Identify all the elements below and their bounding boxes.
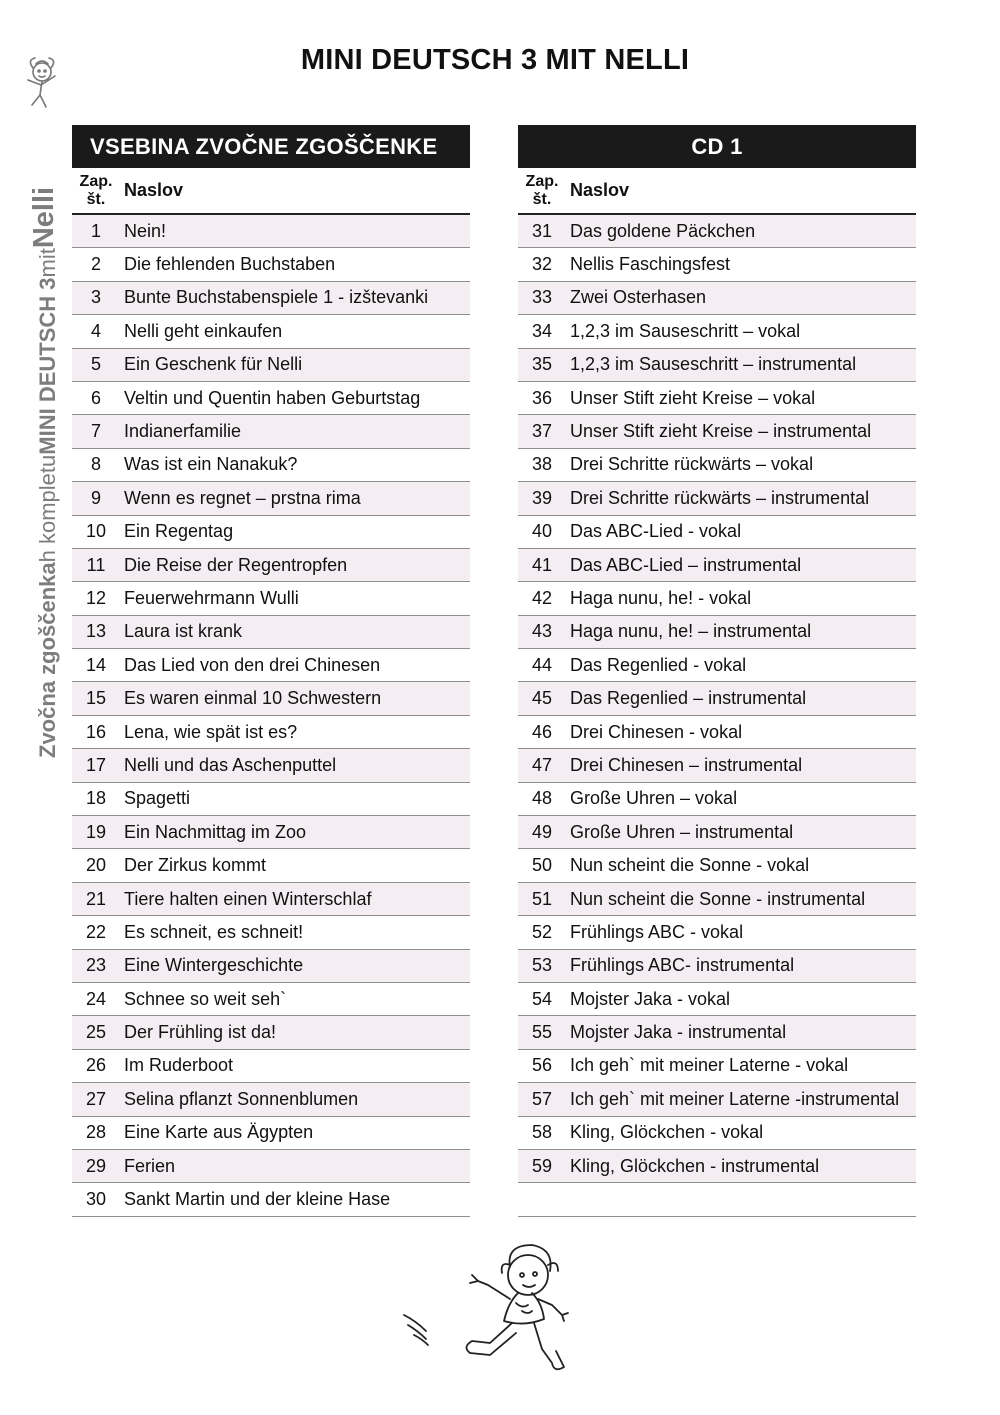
table-row xyxy=(72,682,470,715)
track-number-header-line2: št. xyxy=(86,190,106,208)
table-row xyxy=(72,449,470,482)
table-row xyxy=(72,215,470,248)
track-title: Das Regenlied – instrumental xyxy=(570,688,807,709)
track-number: 2 xyxy=(90,254,101,275)
table-row xyxy=(518,582,916,615)
table-row xyxy=(518,248,916,281)
table-row xyxy=(518,983,916,1016)
track-title: Das ABC-Lied - vokal xyxy=(570,521,742,542)
track-number: 53 xyxy=(531,955,553,976)
track-title: Mojster Jaka - instrumental xyxy=(570,1022,787,1043)
track-title: Ein Nachmittag im Zoo xyxy=(124,821,307,842)
track-title: Es schneit, es schneit! xyxy=(124,921,304,942)
track-title: Im Ruderboot xyxy=(124,1055,234,1076)
left-table-header: VSEBINA ZVOČNE ZGOŠČENKE xyxy=(72,125,470,168)
table-row xyxy=(72,983,470,1016)
track-number: 22 xyxy=(85,921,107,942)
track-number: 40 xyxy=(531,521,553,542)
track-number: 18 xyxy=(85,788,107,809)
track-number: 15 xyxy=(85,688,107,709)
track-number: 16 xyxy=(85,721,107,742)
track-number: 48 xyxy=(531,788,553,809)
track-title: Haga nunu, he! – instrumental xyxy=(570,621,812,642)
track-title: Die Reise der Regentropfen xyxy=(124,554,348,575)
track-title: Nun scheint die Sonne - vokal xyxy=(570,855,810,876)
track-number: 13 xyxy=(85,621,107,642)
track-title: Drei Schritte rückwärts – instrumental xyxy=(570,487,870,508)
side-text-part5: Nelli xyxy=(28,186,60,249)
track-title: Kling, Glöckchen - vokal xyxy=(570,1122,764,1143)
track-title: Unser Stift zieht Kreise – instrumental xyxy=(570,421,872,442)
track-number: 26 xyxy=(85,1055,107,1076)
track-number: 54 xyxy=(531,988,553,1009)
track-number-header-line1: Zap. xyxy=(525,172,559,190)
side-text-part3: MINI DEUTSCH 3 xyxy=(35,277,60,455)
table-row xyxy=(518,282,916,315)
left-table-column-headers xyxy=(72,168,470,215)
track-number: 20 xyxy=(85,855,107,876)
track-title: Ich geh` mit meiner Laterne -instrumental xyxy=(570,1088,900,1109)
track-title: Drei Schritte rückwärts – vokal xyxy=(570,454,814,475)
track-number: 57 xyxy=(531,1088,553,1109)
track-title: Wenn es regnet – prstna rima xyxy=(124,487,361,508)
track-number: 29 xyxy=(85,1155,107,1176)
track-number: 8 xyxy=(90,454,101,475)
track-number: 51 xyxy=(531,888,553,909)
table-row xyxy=(518,649,916,682)
track-number: 3 xyxy=(90,287,101,308)
track-title: Kling, Glöckchen - instrumental xyxy=(570,1155,820,1176)
track-title: Der Zirkus kommt xyxy=(124,855,267,876)
track-number: 37 xyxy=(531,421,553,442)
side-text-part2: h kompletu xyxy=(35,454,60,563)
track-title: Was ist ein Nanakuk? xyxy=(124,454,298,475)
track-title: Mojster Jaka - vokal xyxy=(570,988,731,1009)
table-row xyxy=(72,783,470,816)
track-title: Nun scheint die Sonne - instrumental xyxy=(570,888,866,909)
table-row xyxy=(72,315,470,348)
side-text-part4: mit xyxy=(35,248,60,278)
right-table-column-headers xyxy=(518,168,916,215)
table-row xyxy=(72,516,470,549)
table-row xyxy=(518,1050,916,1083)
table-row xyxy=(518,716,916,749)
table-row xyxy=(518,482,916,515)
track-title: Der Frühling ist da! xyxy=(124,1022,277,1043)
table-row xyxy=(72,649,470,682)
track-title: Eine Karte aus Ägypten xyxy=(124,1122,314,1143)
table-row xyxy=(72,916,470,949)
track-number: 5 xyxy=(90,354,101,375)
track-title: Unser Stift zieht Kreise – vokal xyxy=(570,387,816,408)
track-number: 34 xyxy=(531,320,553,341)
track-number: 23 xyxy=(85,955,107,976)
table-row xyxy=(72,248,470,281)
table-row xyxy=(518,950,916,983)
track-title: Selina pflanzt Sonnenblumen xyxy=(124,1088,359,1109)
track-number: 52 xyxy=(531,921,553,942)
track-title: Laura ist krank xyxy=(124,621,243,642)
track-title: Große Uhren – instrumental xyxy=(570,821,794,842)
track-title: Nelli und das Aschenputtel xyxy=(124,754,337,775)
track-title: Veltin und Quentin haben Geburtstag xyxy=(124,387,421,408)
track-number: 21 xyxy=(85,888,107,909)
track-title: Indianerfamilie xyxy=(124,421,242,442)
track-number: 41 xyxy=(531,554,553,575)
table-row xyxy=(518,883,916,916)
title-header: Naslov xyxy=(124,180,184,200)
track-title: Nellis Faschingsfest xyxy=(570,254,731,275)
table-row xyxy=(518,816,916,849)
table-row xyxy=(518,549,916,582)
track-number: 46 xyxy=(531,721,553,742)
table-row xyxy=(72,1117,470,1150)
track-number: 7 xyxy=(90,421,101,442)
track-number: 28 xyxy=(85,1122,107,1143)
table-row xyxy=(518,349,916,382)
track-title: Spagetti xyxy=(124,788,191,809)
track-number: 31 xyxy=(531,220,553,241)
track-title: Ein Geschenk für Nelli xyxy=(124,354,303,375)
table-row xyxy=(518,1150,916,1183)
running-girl-illustration xyxy=(398,1243,570,1383)
track-number-header xyxy=(518,173,566,209)
table-row xyxy=(72,1150,470,1183)
table-row xyxy=(72,382,470,415)
track-title: Drei Chinesen - vokal xyxy=(570,721,743,742)
table-row xyxy=(518,1117,916,1150)
track-number: 12 xyxy=(85,587,107,608)
track-title: Die fehlenden Buchstaben xyxy=(124,254,336,275)
track-number: 33 xyxy=(531,287,553,308)
track-number: 35 xyxy=(531,354,553,375)
track-number: 14 xyxy=(85,654,107,675)
track-title: 1,2,3 im Sauseschritt – vokal xyxy=(570,320,801,341)
table-row xyxy=(518,1083,916,1116)
track-number: 11 xyxy=(86,554,106,575)
table-row xyxy=(518,1016,916,1049)
right-table-rows xyxy=(518,215,916,1183)
table-row xyxy=(518,415,916,448)
track-title: Schnee so weit seh` xyxy=(124,988,287,1009)
table-row xyxy=(72,549,470,582)
track-number: 25 xyxy=(85,1022,107,1043)
track-title: Zwei Osterhasen xyxy=(570,287,707,308)
track-title: Das ABC-Lied – instrumental xyxy=(570,554,802,575)
table-row xyxy=(72,716,470,749)
table-row xyxy=(518,916,916,949)
track-number: 50 xyxy=(531,855,553,876)
track-number: 6 xyxy=(90,387,101,408)
track-title: Große Uhren – vokal xyxy=(570,788,738,809)
table-row xyxy=(72,849,470,882)
track-number: 44 xyxy=(531,654,553,675)
table-row xyxy=(518,616,916,649)
track-number: 1 xyxy=(90,220,101,241)
track-number: 47 xyxy=(531,754,553,775)
left-track-table xyxy=(72,125,470,1217)
track-title: Feuerwehrmann Wulli xyxy=(124,587,299,608)
table-row xyxy=(72,749,470,782)
track-number: 45 xyxy=(531,688,553,709)
track-number: 9 xyxy=(90,487,101,508)
side-text-part1: Zvočna zgoščenka xyxy=(35,562,60,758)
table-row xyxy=(72,415,470,448)
table-row xyxy=(518,315,916,348)
table-row xyxy=(72,616,470,649)
track-title: Das goldene Päckchen xyxy=(570,220,756,241)
track-title: Nein! xyxy=(124,220,167,241)
track-title: Das Regenlied - vokal xyxy=(570,654,747,675)
table-row-empty xyxy=(518,1183,916,1216)
track-number: 39 xyxy=(531,487,553,508)
page-title: MINI DEUTSCH 3 MIT NELLI xyxy=(300,44,690,76)
table-row xyxy=(72,1183,470,1216)
table-row xyxy=(518,215,916,248)
track-title: Das Lied von den drei Chinesen xyxy=(124,654,381,675)
track-number: 49 xyxy=(531,821,553,842)
track-title: Ein Regentag xyxy=(124,521,234,542)
track-number-header xyxy=(72,173,120,209)
table-row xyxy=(72,282,470,315)
track-number: 27 xyxy=(85,1088,107,1109)
track-title: Frühlings ABC- instrumental xyxy=(570,955,795,976)
table-row xyxy=(72,349,470,382)
track-title: Drei Chinesen – instrumental xyxy=(570,754,803,775)
track-title: Eine Wintergeschichte xyxy=(124,955,304,976)
track-title: Es waren einmal 10 Schwestern xyxy=(124,688,382,709)
table-row xyxy=(518,783,916,816)
left-table-rows xyxy=(72,215,470,1217)
table-row xyxy=(72,582,470,615)
title-header: Naslov xyxy=(570,180,630,200)
side-text xyxy=(27,78,59,758)
track-title: Ferien xyxy=(124,1155,176,1176)
track-number: 43 xyxy=(531,621,553,642)
table-row xyxy=(72,482,470,515)
table-row xyxy=(518,682,916,715)
table-row xyxy=(518,449,916,482)
table-row xyxy=(72,1050,470,1083)
track-title: Bunte Buchstabenspiele 1 - izštevanki xyxy=(124,287,429,308)
track-title: 1,2,3 im Sauseschritt – instrumental xyxy=(570,354,857,375)
track-title: Haga nunu, he! - vokal xyxy=(570,587,752,608)
track-number-header-line1: Zap. xyxy=(79,172,113,190)
track-number: 55 xyxy=(531,1022,553,1043)
table-row xyxy=(518,516,916,549)
table-row xyxy=(72,1016,470,1049)
track-number: 4 xyxy=(90,320,101,341)
track-number: 42 xyxy=(531,587,553,608)
track-number: 10 xyxy=(85,521,107,542)
table-row xyxy=(72,950,470,983)
track-number: 17 xyxy=(85,754,107,775)
track-number: 38 xyxy=(531,454,553,475)
track-number: 56 xyxy=(531,1055,553,1076)
table-row xyxy=(72,1083,470,1116)
track-number: 59 xyxy=(531,1155,553,1176)
track-number-header-line2: št. xyxy=(532,190,552,208)
track-number: 24 xyxy=(85,988,107,1009)
track-title: Lena, wie spät ist es? xyxy=(124,721,298,742)
table-row xyxy=(518,382,916,415)
table-row xyxy=(518,749,916,782)
track-number: 58 xyxy=(531,1122,553,1143)
track-title: Ich geh` mit meiner Laterne - vokal xyxy=(570,1055,849,1076)
track-title: Sankt Martin und der kleine Hase xyxy=(124,1189,391,1210)
track-number: 36 xyxy=(531,387,553,408)
table-row xyxy=(72,816,470,849)
track-number: 30 xyxy=(85,1189,107,1210)
track-title: Frühlings ABC - vokal xyxy=(570,921,744,942)
track-number: 32 xyxy=(531,254,553,275)
table-row xyxy=(72,883,470,916)
track-title: Nelli geht einkaufen xyxy=(124,320,283,341)
track-number: 19 xyxy=(85,821,107,842)
table-row xyxy=(518,849,916,882)
right-track-table xyxy=(518,125,916,1217)
track-title: Tiere halten einen Winterschlaf xyxy=(124,888,372,909)
right-table-header: CD 1 xyxy=(518,125,916,168)
